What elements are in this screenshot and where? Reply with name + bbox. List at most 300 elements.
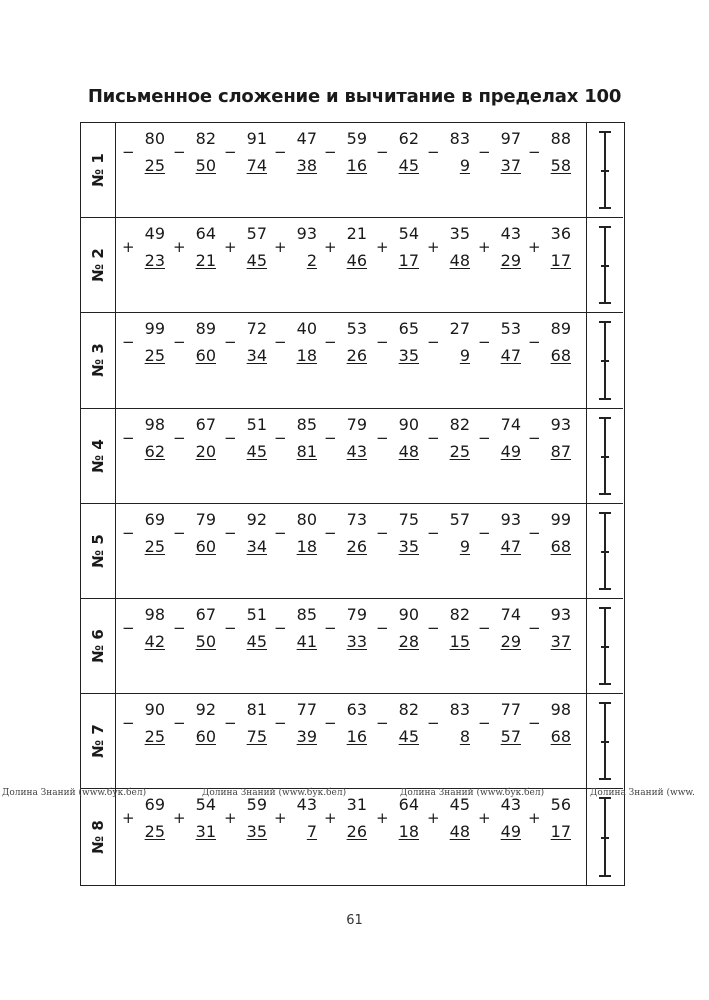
second-operand: 20 <box>195 441 216 461</box>
second-operand: 21 <box>195 251 216 271</box>
operation-sign: − <box>173 619 186 637</box>
problems-area <box>115 123 587 217</box>
column-problem <box>477 413 527 473</box>
ruler-bracket-icon <box>599 797 611 876</box>
first-operand: 69 <box>144 509 165 529</box>
second-operand: 47 <box>500 346 521 366</box>
operation-sign: − <box>274 523 287 542</box>
column-problem <box>121 222 171 282</box>
first-operand: 90 <box>398 605 419 624</box>
column-problem <box>273 698 323 758</box>
first-operand: 73 <box>346 509 367 529</box>
first-operand: 89 <box>195 319 216 339</box>
second-operand: 7 <box>306 822 317 842</box>
first-operand: 43 <box>296 795 317 815</box>
first-operand: 77 <box>500 700 521 720</box>
exercise-number-cell <box>81 123 116 217</box>
column-problem <box>172 413 222 473</box>
column-problem <box>477 698 527 758</box>
second-operand: 68 <box>550 727 571 747</box>
second-operand: 9 <box>459 156 470 175</box>
watermark-text: Долина Знаний (www.бук.бел) <box>400 788 545 798</box>
operation-sign: − <box>122 333 135 352</box>
second-operand: 60 <box>195 727 216 747</box>
column-problem <box>273 317 323 377</box>
problems-area <box>115 409 587 503</box>
second-operand: 29 <box>500 632 521 651</box>
column-problem <box>323 508 373 568</box>
column-problem <box>273 603 323 663</box>
first-operand: 21 <box>346 224 367 244</box>
first-operand: 59 <box>346 129 367 148</box>
second-operand: 60 <box>195 536 216 556</box>
first-operand: 43 <box>500 224 521 244</box>
first-operand: 93 <box>500 509 521 529</box>
operation-sign: − <box>324 523 337 542</box>
operation-sign: − <box>376 714 389 733</box>
first-operand: 64 <box>398 795 419 815</box>
column-problem <box>527 603 577 663</box>
check-cell <box>586 694 623 788</box>
problems-area <box>115 599 587 693</box>
second-operand: 35 <box>246 822 267 842</box>
column-problem <box>121 603 171 663</box>
first-operand: 51 <box>246 605 267 624</box>
column-problem <box>426 317 476 377</box>
ruler-bracket-icon <box>599 512 611 590</box>
second-operand: 28 <box>398 632 419 651</box>
operation-sign: + <box>274 809 287 828</box>
operation-sign: − <box>376 333 389 352</box>
second-operand: 42 <box>144 632 165 651</box>
exercise-row <box>81 599 623 694</box>
problems-area <box>115 694 587 788</box>
first-operand: 74 <box>500 414 521 434</box>
operation-sign: − <box>478 714 491 733</box>
second-operand: 34 <box>246 536 267 556</box>
exercise-row <box>81 504 623 599</box>
first-operand: 74 <box>500 605 521 624</box>
second-operand: 25 <box>144 727 165 747</box>
first-operand: 89 <box>550 319 571 339</box>
exercise-row <box>81 123 623 218</box>
column-problem <box>375 222 425 282</box>
column-problem <box>527 317 577 377</box>
column-problem <box>323 222 373 282</box>
column-problem <box>527 222 577 282</box>
operation-sign: − <box>427 143 440 161</box>
operation-sign: − <box>528 619 541 637</box>
first-operand: 63 <box>346 700 367 720</box>
exercise-number-cell <box>81 313 116 407</box>
first-operand: 53 <box>500 319 521 339</box>
second-operand: 48 <box>449 251 470 271</box>
first-operand: 85 <box>296 605 317 624</box>
first-operand: 98 <box>144 605 165 624</box>
column-problem <box>172 127 222 187</box>
second-operand: 9 <box>459 536 470 556</box>
column-problem <box>273 413 323 473</box>
second-operand: 45 <box>398 727 419 747</box>
first-operand: 59 <box>246 795 267 815</box>
first-operand: 36 <box>550 224 571 244</box>
operation-sign: − <box>376 523 389 542</box>
first-operand: 47 <box>296 129 317 148</box>
exercise-number: № 6 <box>89 629 107 663</box>
first-operand: 99 <box>144 319 165 339</box>
second-operand: 45 <box>246 441 267 461</box>
first-operand: 79 <box>195 509 216 529</box>
second-operand: 25 <box>144 346 165 366</box>
operation-sign: + <box>274 238 287 257</box>
column-problem <box>375 317 425 377</box>
check-cell <box>586 504 623 598</box>
operation-sign: − <box>274 428 287 447</box>
second-operand: 33 <box>346 632 367 651</box>
operation-sign: − <box>224 714 237 733</box>
operation-sign: + <box>427 809 440 828</box>
second-operand: 45 <box>398 156 419 175</box>
column-problem <box>323 413 373 473</box>
column-problem <box>426 127 476 187</box>
check-cell <box>586 218 623 312</box>
operation-sign: + <box>376 238 389 257</box>
column-problem <box>477 317 527 377</box>
first-operand: 79 <box>346 414 367 434</box>
first-operand: 35 <box>449 224 470 244</box>
operation-sign: − <box>528 143 541 161</box>
operation-sign: − <box>528 428 541 447</box>
column-problem <box>477 127 527 187</box>
column-problem <box>527 698 577 758</box>
column-problem <box>223 222 273 282</box>
first-operand: 93 <box>550 414 571 434</box>
first-operand: 57 <box>449 509 470 529</box>
problems-area <box>115 218 587 312</box>
operation-sign: − <box>122 523 135 542</box>
first-operand: 27 <box>449 319 470 339</box>
exercise-number: № 3 <box>89 343 107 378</box>
column-problem <box>172 603 222 663</box>
operation-sign: + <box>528 809 541 828</box>
first-operand: 54 <box>398 224 419 244</box>
column-problem <box>273 127 323 187</box>
operation-sign: − <box>274 333 287 352</box>
column-problem <box>223 793 273 853</box>
second-operand: 81 <box>296 441 317 461</box>
second-operand: 68 <box>550 536 571 556</box>
column-problem <box>121 127 171 187</box>
exercise-number: № 1 <box>89 153 107 187</box>
second-operand: 25 <box>449 441 470 461</box>
second-operand: 37 <box>500 156 521 175</box>
second-operand: 25 <box>144 536 165 556</box>
first-operand: 64 <box>195 224 216 244</box>
operation-sign: + <box>528 238 541 257</box>
column-problem <box>172 793 222 853</box>
first-operand: 90 <box>398 414 419 434</box>
second-operand: 25 <box>144 156 165 175</box>
exercise-number-cell <box>81 599 116 693</box>
column-problem <box>121 413 171 473</box>
second-operand: 38 <box>296 156 317 175</box>
operation-sign: − <box>528 523 541 542</box>
second-operand: 17 <box>550 822 571 842</box>
check-cell <box>586 313 623 407</box>
column-problem <box>527 793 577 853</box>
second-operand: 58 <box>550 156 571 175</box>
ruler-bracket-icon <box>599 702 611 780</box>
first-operand: 91 <box>246 129 267 148</box>
operation-sign: + <box>173 238 186 257</box>
first-operand: 51 <box>246 414 267 434</box>
second-operand: 39 <box>296 727 317 747</box>
operation-sign: − <box>173 428 186 447</box>
exercise-number: № 8 <box>89 820 107 854</box>
check-cell <box>586 123 623 217</box>
operation-sign: + <box>224 809 237 828</box>
watermark-text: Долина Знаний (www.бук.бел) <box>202 788 347 798</box>
column-problem <box>426 508 476 568</box>
second-operand: 18 <box>296 346 317 366</box>
operation-sign: − <box>324 428 337 447</box>
second-operand: 45 <box>246 251 267 271</box>
column-problem <box>172 698 222 758</box>
column-problem <box>223 508 273 568</box>
first-operand: 80 <box>144 129 165 148</box>
operation-sign: − <box>122 143 135 161</box>
operation-sign: + <box>376 809 389 828</box>
operation-sign: − <box>427 523 440 542</box>
first-operand: 85 <box>296 414 317 434</box>
column-problem <box>527 413 577 473</box>
operation-sign: − <box>274 714 287 733</box>
operation-sign: + <box>427 238 440 257</box>
ruler-bracket-icon <box>599 131 611 209</box>
operation-sign: + <box>224 238 237 257</box>
first-operand: 62 <box>398 129 419 148</box>
second-operand: 75 <box>246 727 267 747</box>
second-operand: 48 <box>449 822 470 842</box>
column-problem <box>323 793 373 853</box>
second-operand: 29 <box>500 251 521 271</box>
operation-sign: − <box>274 619 287 637</box>
column-problem <box>121 793 171 853</box>
ruler-bracket-icon <box>599 226 611 304</box>
second-operand: 18 <box>296 536 317 556</box>
first-operand: 88 <box>550 129 571 148</box>
first-operand: 49 <box>144 224 165 244</box>
exercise-number: № 7 <box>89 724 107 759</box>
exercise-row <box>81 789 623 884</box>
first-operand: 81 <box>246 700 267 720</box>
operation-sign: − <box>224 619 237 637</box>
column-problem <box>375 413 425 473</box>
second-operand: 16 <box>346 156 367 175</box>
column-problem <box>477 793 527 853</box>
first-operand: 80 <box>296 509 317 529</box>
operation-sign: − <box>478 523 491 542</box>
first-operand: 82 <box>449 605 470 624</box>
column-problem <box>172 317 222 377</box>
operation-sign: − <box>427 333 440 352</box>
second-operand: 2 <box>306 251 317 271</box>
exercise-number: № 5 <box>89 534 107 568</box>
first-operand: 57 <box>246 224 267 244</box>
column-problem <box>273 222 323 282</box>
operation-sign: + <box>122 238 135 257</box>
column-problem <box>223 603 273 663</box>
first-operand: 92 <box>195 700 216 720</box>
exercise-number-cell <box>81 504 116 598</box>
first-operand: 67 <box>195 605 216 624</box>
second-operand: 35 <box>398 536 419 556</box>
problems-area <box>115 504 587 598</box>
first-operand: 82 <box>195 129 216 148</box>
exercise-number-cell <box>81 789 116 884</box>
column-problem <box>477 603 527 663</box>
column-problem <box>527 127 577 187</box>
operation-sign: − <box>324 619 337 637</box>
operation-sign: − <box>324 143 337 161</box>
operation-sign: − <box>324 333 337 352</box>
operation-sign: − <box>122 428 135 447</box>
check-cell <box>586 789 623 884</box>
second-operand: 62 <box>144 441 165 461</box>
operation-sign: − <box>427 428 440 447</box>
operation-sign: + <box>324 238 337 257</box>
second-operand: 26 <box>346 346 367 366</box>
operation-sign: − <box>427 714 440 733</box>
column-problem <box>426 603 476 663</box>
operation-sign: − <box>173 143 186 161</box>
exercise-row <box>81 218 623 313</box>
first-operand: 69 <box>144 795 165 815</box>
column-problem <box>375 508 425 568</box>
second-operand: 60 <box>195 346 216 366</box>
ruler-bracket-icon <box>599 607 611 685</box>
operation-sign: − <box>224 428 237 447</box>
second-operand: 49 <box>500 822 521 842</box>
operation-sign: − <box>224 523 237 542</box>
watermark-text: Долина Знаний (www. <box>590 788 695 798</box>
second-operand: 16 <box>346 727 367 747</box>
check-cell <box>586 409 623 503</box>
first-operand: 54 <box>195 795 216 815</box>
operation-sign: − <box>173 333 186 352</box>
first-operand: 98 <box>550 700 571 720</box>
first-operand: 93 <box>550 605 571 624</box>
first-operand: 99 <box>550 509 571 529</box>
problems-area <box>115 313 587 407</box>
column-problem <box>273 508 323 568</box>
column-problem <box>375 793 425 853</box>
operation-sign: − <box>376 428 389 447</box>
second-operand: 48 <box>398 441 419 461</box>
operation-sign: − <box>173 714 186 733</box>
operation-sign: − <box>173 523 186 542</box>
operation-sign: − <box>478 428 491 447</box>
page-title: Письменное сложение и вычитание в пределах 100 <box>87 86 622 107</box>
first-operand: 72 <box>246 319 267 339</box>
operation-sign: + <box>122 809 135 828</box>
column-problem <box>426 698 476 758</box>
operation-sign: − <box>528 333 541 352</box>
first-operand: 77 <box>296 700 317 720</box>
operation-sign: − <box>324 714 337 733</box>
operation-sign: + <box>478 809 491 828</box>
column-problem <box>375 127 425 187</box>
column-problem <box>223 698 273 758</box>
column-problem <box>323 603 373 663</box>
exercise-row <box>81 409 623 504</box>
second-operand: 41 <box>296 632 317 651</box>
column-problem <box>375 603 425 663</box>
first-operand: 82 <box>449 414 470 434</box>
exercise-row <box>81 313 623 408</box>
first-operand: 53 <box>346 319 367 339</box>
column-problem <box>223 317 273 377</box>
second-operand: 8 <box>459 727 470 747</box>
second-operand: 37 <box>550 632 571 651</box>
column-problem <box>323 127 373 187</box>
second-operand: 25 <box>144 822 165 842</box>
second-operand: 17 <box>398 251 419 271</box>
column-problem <box>477 222 527 282</box>
exercise-number: № 2 <box>89 248 107 283</box>
column-problem <box>527 508 577 568</box>
first-operand: 43 <box>500 795 521 815</box>
second-operand: 74 <box>246 156 267 175</box>
ruler-bracket-icon <box>599 417 611 495</box>
second-operand: 45 <box>246 632 267 651</box>
first-operand: 98 <box>144 414 165 434</box>
first-operand: 65 <box>398 319 419 339</box>
second-operand: 57 <box>500 727 521 747</box>
column-problem <box>323 317 373 377</box>
second-operand: 68 <box>550 346 571 366</box>
column-problem <box>375 698 425 758</box>
second-operand: 26 <box>346 822 367 842</box>
column-problem <box>172 222 222 282</box>
second-operand: 18 <box>398 822 419 842</box>
first-operand: 97 <box>500 129 521 148</box>
second-operand: 31 <box>195 822 216 842</box>
operation-sign: − <box>478 619 491 637</box>
first-operand: 83 <box>449 700 470 720</box>
column-problem <box>426 222 476 282</box>
second-operand: 43 <box>346 441 367 461</box>
second-operand: 17 <box>550 251 571 271</box>
second-operand: 47 <box>500 536 521 556</box>
column-problem <box>223 413 273 473</box>
operation-sign: − <box>224 143 237 161</box>
watermark-text: Долина Знаний (www.бук.бел) <box>2 788 147 798</box>
operation-sign: − <box>274 143 287 161</box>
column-problem <box>426 413 476 473</box>
column-problem <box>323 698 373 758</box>
operation-sign: − <box>224 333 237 352</box>
operation-sign: + <box>173 809 186 828</box>
column-problem <box>121 317 171 377</box>
first-operand: 83 <box>449 129 470 148</box>
exercise-number-cell <box>81 218 116 312</box>
second-operand: 35 <box>398 346 419 366</box>
exercise-number: № 4 <box>89 438 107 473</box>
second-operand: 87 <box>550 441 571 461</box>
operation-sign: − <box>376 619 389 637</box>
first-operand: 67 <box>195 414 216 434</box>
